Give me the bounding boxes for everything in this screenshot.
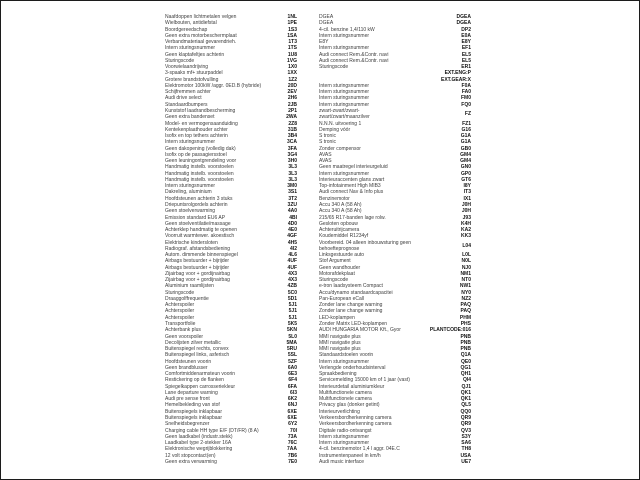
option-code-right: USA [460,452,471,459]
option-description-left: Boordgereedschap [165,26,208,33]
option-description-right: AUDI HUNGARIA MOTOR Kft., Gyor [319,327,401,334]
option-code-right: QI4 [462,377,471,384]
option-code-left: 2EV [287,89,297,96]
option-description-left: Comfortmiddenarmsteun voorin [165,371,236,378]
option-description-right: Accu 340 A (58 Ah) [319,208,362,215]
option-description-right: Verkeersbordherkenning camera [319,415,392,421]
option-description-right: Audi music interface [319,458,365,465]
option-description-left: Laadkabel type 2-stekker 16A [165,440,232,447]
option-code-right: J0H [461,201,471,208]
option-description-right: Interieurverlichting [319,408,360,415]
option-code-right: DP2 [461,26,471,33]
option-description-left: Verbandmateriaal gevarendrieh. [165,39,237,46]
option-code-left: 1T3 [288,39,297,46]
option-code-right: NM1 [460,270,471,277]
option-description-right: Intern sturingsnummer [319,101,370,108]
option-code-left: 6K2 [287,396,297,403]
option-description-right: Intern sturingsnummer [319,95,370,102]
option-description-right: Multifunctionele camera [319,396,372,403]
option-description-right: Sturingscode [319,64,349,71]
option-code-right: NW1 [459,283,471,290]
option-code-right: NZ2 [461,295,471,302]
option-code-right: QR9 [460,421,471,428]
option-description-right: S tronic [319,139,336,146]
option-code-right: EL5 [461,51,471,58]
option-description-left: Airbags bestuurder + bijrijder [165,264,230,271]
option-code-left: 4X3 [288,270,297,277]
option-description-right: Intern sturingsnummer [319,32,370,39]
option-code-right: G1A [460,133,471,140]
option-code-right: G1A [460,139,471,146]
option-description-left: Handmatig instelb. voorstoelen [165,176,234,183]
option-code-right: EF1 [461,45,471,52]
option-code-right: E8Y [461,39,471,46]
option-description-left: Geen extra motorbeschermplaat [165,32,237,39]
option-description-right: zwart/zwart/maanzilver [319,114,370,121]
option-code-right: IT3 [463,189,471,196]
option-code-left: 2Z8 [288,120,297,127]
option-code-right: N0L [461,258,471,265]
option-code-left: 3CA [286,139,297,146]
option-code-left: 5SL [287,352,297,359]
option-description-left: Voorwielaandrijving [165,64,209,71]
option-description-right: Verlengde onderhoudsinterval [319,364,386,371]
option-code-right: QJ1 [461,383,471,390]
option-description-right: Audi connect Rem.&Contr. navi [319,57,389,64]
option-description-right: Zonder lane change warning [319,308,383,315]
option-code-left: 5L0 [288,333,297,340]
option-description-right: Benzinemotor [319,195,350,202]
option-code-left: 5KN [286,327,297,334]
option-code-right: GM4 [460,158,471,165]
option-description-left: Radiograf. afstandsbediening [165,245,231,252]
option-description-left: Model- en vermogensaanduiding [165,120,238,127]
option-description-left: Spiegelkappen carrosseriekleur [165,383,236,390]
option-description-left: Hoofdsteunen voorin [165,358,212,365]
option-code-right: GB0 [460,145,471,152]
option-code-right: GM4 [460,151,471,158]
option-description-left: Geen klaptafeltjes achterin [165,51,225,58]
option-code-left: 1SA [287,32,297,39]
option-description-left: Kunststof laadrandbescherming [165,107,236,114]
option-code-left: 1NL [287,14,297,20]
option-description-right: Interieurdetail aluminiumkleur [319,383,385,390]
option-code-right: EL5 [461,57,471,64]
option-description-left: 3-spaaks mf+ stuurpaddel [165,70,223,77]
option-description-right: behoefteprognose [319,245,360,252]
option-description-right: Stof Argument [319,258,351,265]
option-code-left: 4GF [287,233,297,240]
option-code-left: 7E0 [288,458,297,465]
option-description-left: Geen laadkabel (industr.stekk) [165,433,233,440]
option-code-left: 5C0 [287,289,297,296]
option-code-right: PNB [460,333,471,340]
option-code-left: 6NJ [287,402,297,409]
option-code-right: PAQ [460,308,471,315]
option-code-right: I8Y [463,183,471,190]
option-code-right: QH1 [460,371,471,378]
option-code-left: 2WA [286,114,297,121]
option-description-left: Elektronische wegrijblokkering [165,446,233,453]
option-code-left: 5J1 [288,308,297,315]
option-code-right: L04 [462,242,471,249]
option-code-left: 4E0 [288,227,297,234]
option-code-left: 20D [287,82,297,89]
option-code-left: 3S1 [288,189,297,196]
option-code-right: FZ1 [462,120,471,127]
option-code-left: 2P1 [288,107,297,114]
option-description-right: Spraakbediening [319,371,357,378]
option-description-right: E8Y [319,39,329,46]
option-description-right: Intern sturingsnummer [319,89,370,96]
option-code-right: PNB [460,346,471,353]
option-code-right: NT0 [461,277,471,284]
option-description-left: Zijairbag voor + gordijnairbag [165,277,230,284]
option-code-left: 1U8 [287,51,297,58]
column-gap [297,459,319,465]
option-description-left: Standaardbumpers [165,101,208,108]
option-description-right: Zonder lane change warning [319,302,383,309]
option-description-left: Sturingscode [165,289,195,296]
option-code-left: 6Y2 [288,421,297,428]
option-description-left: Audi pre sense front [165,396,210,403]
option-code-left: 3L3 [288,176,297,183]
option-code-left: 4UF [287,258,297,265]
option-code-left: 2H6 [287,95,297,102]
option-code-left: 1PE [287,20,297,27]
option-code-right: FA0 [461,89,471,96]
option-description-left: Sturingscode [165,57,195,64]
option-code-right: EXT.GEAR:X [440,76,471,83]
option-code-right: QK1 [460,389,471,396]
option-description-right: Verkeersbordherkenning camera [319,421,392,428]
option-description-left: Geen dakopening (volledig dak) [165,145,236,152]
option-description-left: Handmatig instelb. voorstoelen [165,164,234,171]
option-code-left: 1XX [287,70,297,77]
option-description-left: Zijairbag voor + gordijnairbag [165,270,230,277]
option-description-right: Linksgestuurde auto [319,252,365,259]
option-code-left: 4BI [289,214,297,221]
option-description-right: Voorbereid. 04 alleen inbouwsturing geen [319,239,412,246]
option-code-left: 4UF [287,264,297,271]
option-description-right: Demping vóór [319,126,351,133]
option-description-right: Multifunctionele camera [319,389,372,396]
option-code-right: PLANTCODE:016 [429,327,471,334]
option-description-right: Instrumentenpaneel in km/h [319,452,381,459]
option-description-left: Elektrische kindersloten [165,239,218,246]
option-description-left: Transportfolie [165,321,196,328]
option-code-left: 5D1 [287,295,297,302]
option-code-right: QL5 [461,402,471,409]
option-description-left: Geen voorspoiler [165,333,204,340]
option-code-left: 31B [287,126,297,133]
option-code-left: 3H0 [287,158,297,165]
option-code-left: 73A [287,433,297,440]
option-description-left: Kentekenplaathouder achter [165,126,228,133]
option-code-right: GP0 [460,170,471,177]
option-code-left: 7AA [286,446,297,453]
option-code-right: DGEA [456,20,471,27]
option-description-left: Grotere brandstofvulling [165,76,219,83]
option-code-left: 1VG [286,57,297,64]
option-code-right: FZ [464,111,471,118]
option-code-left: 1X0 [288,64,297,71]
option-code-left: 6I3 [290,389,297,396]
option-description-left: Decolijsten zilver metallic [165,339,221,346]
option-description-left: Intern sturingsnummer [165,45,216,52]
option-code-left: 6XE [287,408,297,415]
option-code-left: 3FA [287,145,297,152]
option-description-right: Privacy glas (donker getint) [319,402,380,409]
option-code-right: QE0 [460,358,471,365]
option-description-left: Geen brandblusser [165,364,208,371]
option-description-right: Motorafdekplaat [319,270,355,277]
option-code-right: IX1 [463,195,471,202]
option-code-left: 70I [290,427,297,434]
equipment-row [165,459,471,465]
option-description-right: Intern sturingsnummer [319,440,370,447]
option-description-right: MMI navigatie plus [319,346,361,353]
option-description-right: zwart-zwart/zwart- [319,107,360,114]
option-code-right: QK1 [460,396,471,403]
option-description-right: DGEA [319,14,334,20]
option-code-right: TH8 [461,446,471,453]
option-code-left: 4H5 [287,239,297,246]
option-description-left: Achterspoiler [165,314,195,321]
option-description-left: Buitenspiegels inklapbaar [165,415,222,421]
option-description-left: Geen leuningontgrendeling voor [165,158,237,165]
option-description-left: 12 volt stopcontact(en) [165,452,216,459]
option-description-right: e-tron laadsysteem Compact [319,283,383,290]
option-description-right: AVAS [319,158,332,165]
option-code-right: NJ0 [461,264,471,271]
option-code-left: 3B4 [287,133,297,140]
option-code-right: K4H [460,220,471,227]
option-code-right: KA2 [460,227,471,234]
option-description-right: AVAS [319,151,332,158]
option-code-right: PHS [460,321,471,328]
option-description-right: 215/65 R17-banden lage rolw. [319,214,386,221]
option-description-left: Draaggolffrequentie [165,295,209,302]
option-description-left: Achterspoiler [165,302,195,309]
option-description-right: Accu 340 A (58 Ah) [319,201,362,208]
option-code-left: 5ZF [288,358,297,365]
option-code-left: 1S3 [288,26,297,33]
option-description-right: Pan-European eCall [319,295,365,302]
option-code-left: 3ZU [287,201,297,208]
option-description-left: Geen extra verwarming [165,458,217,465]
option-description-right: S tronic [319,133,336,140]
option-description-right: Zonder Matrix LED-koplampen [319,321,388,328]
option-description-right: Intern sturingsnummer [319,433,370,440]
option-code-right: F0A [461,82,471,89]
option-description-left: Aluminium raamlijsten [165,283,214,290]
option-description-left: Autom. dimmende binnenspiegel [165,252,238,259]
option-code-left: 4I2 [290,245,297,252]
option-description-left: Buitenspiegel rechts, convex [165,346,229,353]
option-code-left: 5RU [286,346,297,353]
option-description-left: Airbags bestuurder + bijrijder [165,258,230,265]
option-code-left: 4D0 [287,220,297,227]
option-description-left: Intern sturingsnummer [165,139,216,146]
option-description-left: Achterbank plus [165,327,201,334]
option-code-left: 4ZB [287,283,297,290]
option-description-right: DGEA [319,20,334,27]
option-code-left: 6F4 [288,377,297,384]
option-code-right: QG1 [460,364,471,371]
option-code-right: PAQ [460,302,471,309]
equipment-list [165,14,471,465]
option-description-left: Hemelbekleding van stof [165,402,220,409]
option-code-left: 4L6 [288,252,297,259]
option-code-right: J0H [461,208,471,215]
option-description-right: Audi connect Rem.&Contr. navi [319,51,389,58]
option-description-right: Achteruitrijcamera [319,227,360,234]
option-description-left: Schijfremmen achter [165,89,211,96]
option-description-right: Intern sturingsnummer [319,358,370,365]
option-code-right: PNB [460,339,471,346]
option-description-left: Audi drive select [165,95,202,102]
option-description-left: Intern sturingsnummer [165,183,216,190]
option-code-left: 5K5 [287,321,297,328]
option-code-right: QQ0 [460,408,471,415]
option-description-right: 4-cil. benzine 1,4/110 kW [319,26,375,33]
option-code-left: 5MA [286,339,297,346]
option-code-right: UE7 [461,458,471,465]
option-description-left: Charging cable HH type E/F (DT/FR) (8 A) [165,427,259,434]
option-code-left: 6E3 [288,371,297,378]
option-code-right: DGEA [456,14,471,20]
option-description-right: Koudemiddel R1234yf [319,233,369,240]
option-code-left: 4X3 [288,277,297,284]
option-description-right: Zonder compensor [319,145,361,152]
option-description-left: Geen stoelventilatie/massage [165,220,231,227]
option-code-right: Q1A [460,352,471,359]
option-description-left: Emission standard EU6 AP [165,214,226,221]
option-description-right: Digitale radio-ontvangst [319,427,372,434]
option-description-left: Naafdoppen lichtmetalen velgen [165,14,237,20]
option-code-left: 7B6 [287,452,297,459]
option-description-right: MMI navigatie plus [319,339,361,346]
option-code-left: 1Z2 [288,76,297,83]
option-code-right: L0L [462,252,471,259]
option-code-left: 6A0 [287,364,297,371]
option-description-right: Servicemelding 15000 km of 1 jaar (vast) [319,377,410,384]
option-code-left: 4A0 [287,208,297,215]
option-description-right: MMI navigatie plus [319,333,361,340]
option-description-right: Geen maatregel interieurgeluid [319,164,388,171]
option-code-right: S3Y [461,433,471,440]
option-description-left: Achterklep handmatig te openen [165,227,237,234]
option-description-right: Intern sturingsnummer [319,82,370,89]
option-code-right: KK3 [460,233,471,240]
option-code-right: ER1 [461,64,471,71]
option-code-left: 6XE [287,415,297,421]
option-description-right: LED-koplampen [319,314,355,321]
option-code-left: 3M0 [287,183,297,190]
option-description-right: Sturingscode [319,277,349,284]
option-description-left: Geen extra bandenset [165,114,215,121]
option-description-right: Interieuraccenten glans zwart [319,176,385,183]
option-description-right: Audi connect Nav & Info plus [319,189,384,196]
option-code-right: NY0 [461,289,471,296]
option-code-left: 1TS [287,45,297,52]
option-description-left: Restickering op de flanken [165,377,224,384]
option-description-right: Standaardstoelen voorin [319,352,374,359]
option-description-right: Intern sturingsnummer [319,170,370,177]
option-code-left: 6FA [287,383,297,390]
option-description-left: Dakreling, aluminium [165,189,212,196]
option-code-right: G16 [461,126,471,133]
option-description-right: 4-cil. benzinemotor 1,4 l aggr. 04E.C [319,446,400,453]
option-code-left: 3T2 [288,195,297,202]
option-code-right: SA6 [461,440,471,447]
option-code-right: E0A [461,32,471,39]
option-code-left: 3G4 [287,151,297,158]
option-description-left: Isofix op de passagiersstoel [165,151,227,158]
option-description-left: Geen stoelverwarming [165,208,216,215]
option-description-left: Buitenspiegel links, asferisch [165,352,230,359]
option-code-left: 76C [287,440,297,447]
option-code-left: 3L3 [288,170,297,177]
option-code-right: FQ0 [461,101,471,108]
option-description-right: N.N.N. uitvoering 1 [319,120,362,127]
option-code-right: FM0 [461,95,471,102]
option-code-right: QR9 [460,415,471,421]
option-code-right: J93 [462,214,471,221]
option-code-left: 5J1 [288,314,297,321]
option-description-left: Driepuntsrolgordels achterin [165,201,228,208]
option-code-left: 2JB [287,101,297,108]
option-code-left: 5J1 [288,302,297,309]
option-description-right: Geen wandhouder [319,264,361,271]
option-description-left: Lane departure warning [165,389,218,396]
option-description-left: Hoofdsteunen achterin 3 stuks [165,195,233,202]
option-code-right: PHM [459,314,471,321]
option-description-left: Achterspoiler [165,308,195,315]
option-description-left: Buitenspiegels inklapbaar [165,408,222,415]
option-description-left: Handmatig instelb. voorstoelen [165,170,234,177]
option-description-left: Wielbouten, antidiefstal [165,20,217,27]
option-code-right: GT6 [461,176,471,183]
option-description-left: Snelheidsbegrenzer [165,421,210,428]
option-description-right: Accu/dynamo standaardcapacitei [319,289,393,296]
option-description-left: Voorruit warmtewer. akoestisch [165,233,235,240]
option-code-left: 3L3 [288,164,297,171]
option-description-left: Isofix en top tethers achterin [165,133,228,140]
option-description-right: Top-infotainment High MIB3 [319,183,381,190]
option-code-right: GN0 [460,164,471,171]
option-code-right: EXT.ENG:P [444,70,471,77]
option-description-right: Intern sturingsnummer [319,45,370,52]
option-description-right: Gesloten opbouw [319,220,358,227]
option-code-right: QV3 [460,427,471,434]
option-description-left: Elektromotor 100kW /aggr. 0ED.B (hybride) [165,82,262,89]
